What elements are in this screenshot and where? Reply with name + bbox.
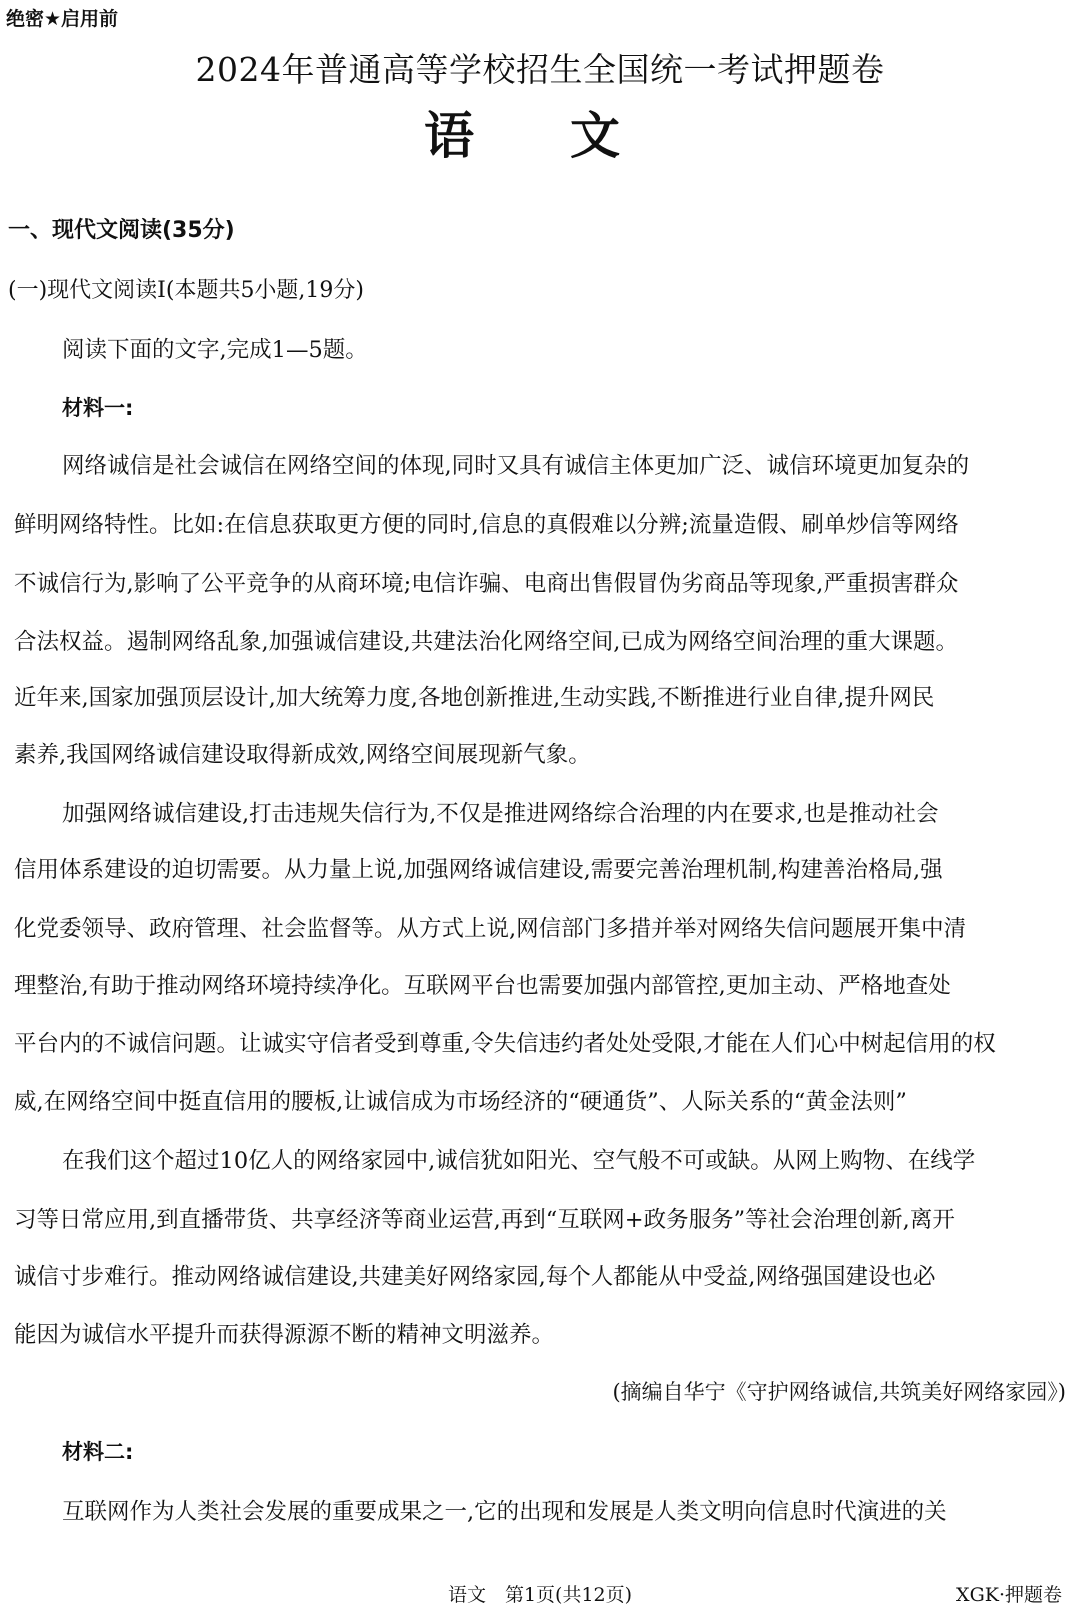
source-citation: (摘编自华宁《守护网络诚信,共筑美好网络家园》) xyxy=(612,1380,1066,1404)
paragraph-line: 合法权益。遏制网络乱象,加强诚信建设,共建法治化网络空间,已成为网络空间治理的重大课题。 xyxy=(14,629,958,655)
paragraph-line: 近年来,国家加强顶层设计,加大统筹力度,各地创新推进,生动实践,不断推进行业自律,提升网民 xyxy=(14,685,935,711)
paragraph-line: 平台内的不诚信问题。让诚实守信者受到尊重,令失信违约者处处受限,才能在人们心中树起信用的权 xyxy=(14,1031,996,1057)
paragraph-line: 理整治,有助于推动网络环境持续净化。互联网平台也需要加强内部管控,更加主动、严格地查处 xyxy=(14,973,951,999)
paragraph-line: 习等日常应用,到直播带货、共享经济等商业运营,再到“互联网+政务服务”等社会治理创新,离开 xyxy=(14,1207,955,1233)
subject-title: 语文 xyxy=(424,106,716,165)
paragraph-line: 互联网作为人类社会发展的重要成果之一,它的出现和发展是人类文明向信息时代演进的关 xyxy=(62,1499,947,1525)
exam-code: XGK·押题卷 xyxy=(956,1584,1062,1606)
paragraph-line: 信用体系建设的迫切需要。从力量上说,加强网络诚信建设,需要完善治理机制,构建善治格局,强 xyxy=(14,857,943,883)
paragraph-line: 诚信寸步难行。推动网络诚信建设,共建美好网络家园,每个人都能从中受益,网络强国建设也必 xyxy=(14,1264,936,1290)
instruction-text: 阅读下面的文字,完成1—5题。 xyxy=(62,337,368,363)
paragraph-line: 鲜明网络特性。比如:在信息获取更方便的同时,信息的真假难以分辨;流量造假、刷单炒信等网络 xyxy=(14,512,959,538)
paragraph-line: 网络诚信是社会诚信在网络空间的体现,同时又具有诚信主体更加广泛、诚信环境更加复杂的 xyxy=(62,453,970,479)
paragraph-line: 加强网络诚信建设,打击违规失信行为,不仅是推进网络综合治理的内在要求,也是推动社会 xyxy=(62,801,939,827)
exam-title: 2024年普通高等学校招生全国统一考试押题卷 xyxy=(195,50,885,89)
paragraph-line: 化党委领导、政府管理、社会监督等。从方式上说,网信部门多措并举对网络失信问题展开集中清 xyxy=(14,916,967,942)
page-number: 语文 第1页(共12页) xyxy=(447,1584,633,1606)
paragraph-line: 能因为诚信水平提升而获得源源不断的精神文明滋养。 xyxy=(14,1322,555,1348)
material-two-label: 材料二: xyxy=(62,1440,134,1464)
paragraph-line: 威,在网络空间中挺直信用的腰板,让诚信成为市场经济的“硬通货”、人际关系的“黄金法则” xyxy=(14,1089,907,1115)
section-heading: 一、现代文阅读(35分) xyxy=(8,218,235,243)
paragraph-line: 素养,我国网络诚信建设取得新成效,网络空间展现新气象。 xyxy=(14,742,591,768)
paragraph-line: 不诚信行为,影响了公平竞争的从商环境;电信诈骗、电商出售假冒伪劣商品等现象,严重损害群众 xyxy=(14,571,959,597)
confidential-label: 绝密★启用前 xyxy=(6,8,119,30)
subsection-heading: (一)现代文阅读Ⅰ(本题共5小题,19分) xyxy=(8,278,365,303)
paragraph-line: 在我们这个超过10亿人的网络家园中,诚信犹如阳光、空气般不可或缺。从网上购物、在线学 xyxy=(62,1148,976,1174)
material-one-label: 材料一: xyxy=(62,396,134,420)
